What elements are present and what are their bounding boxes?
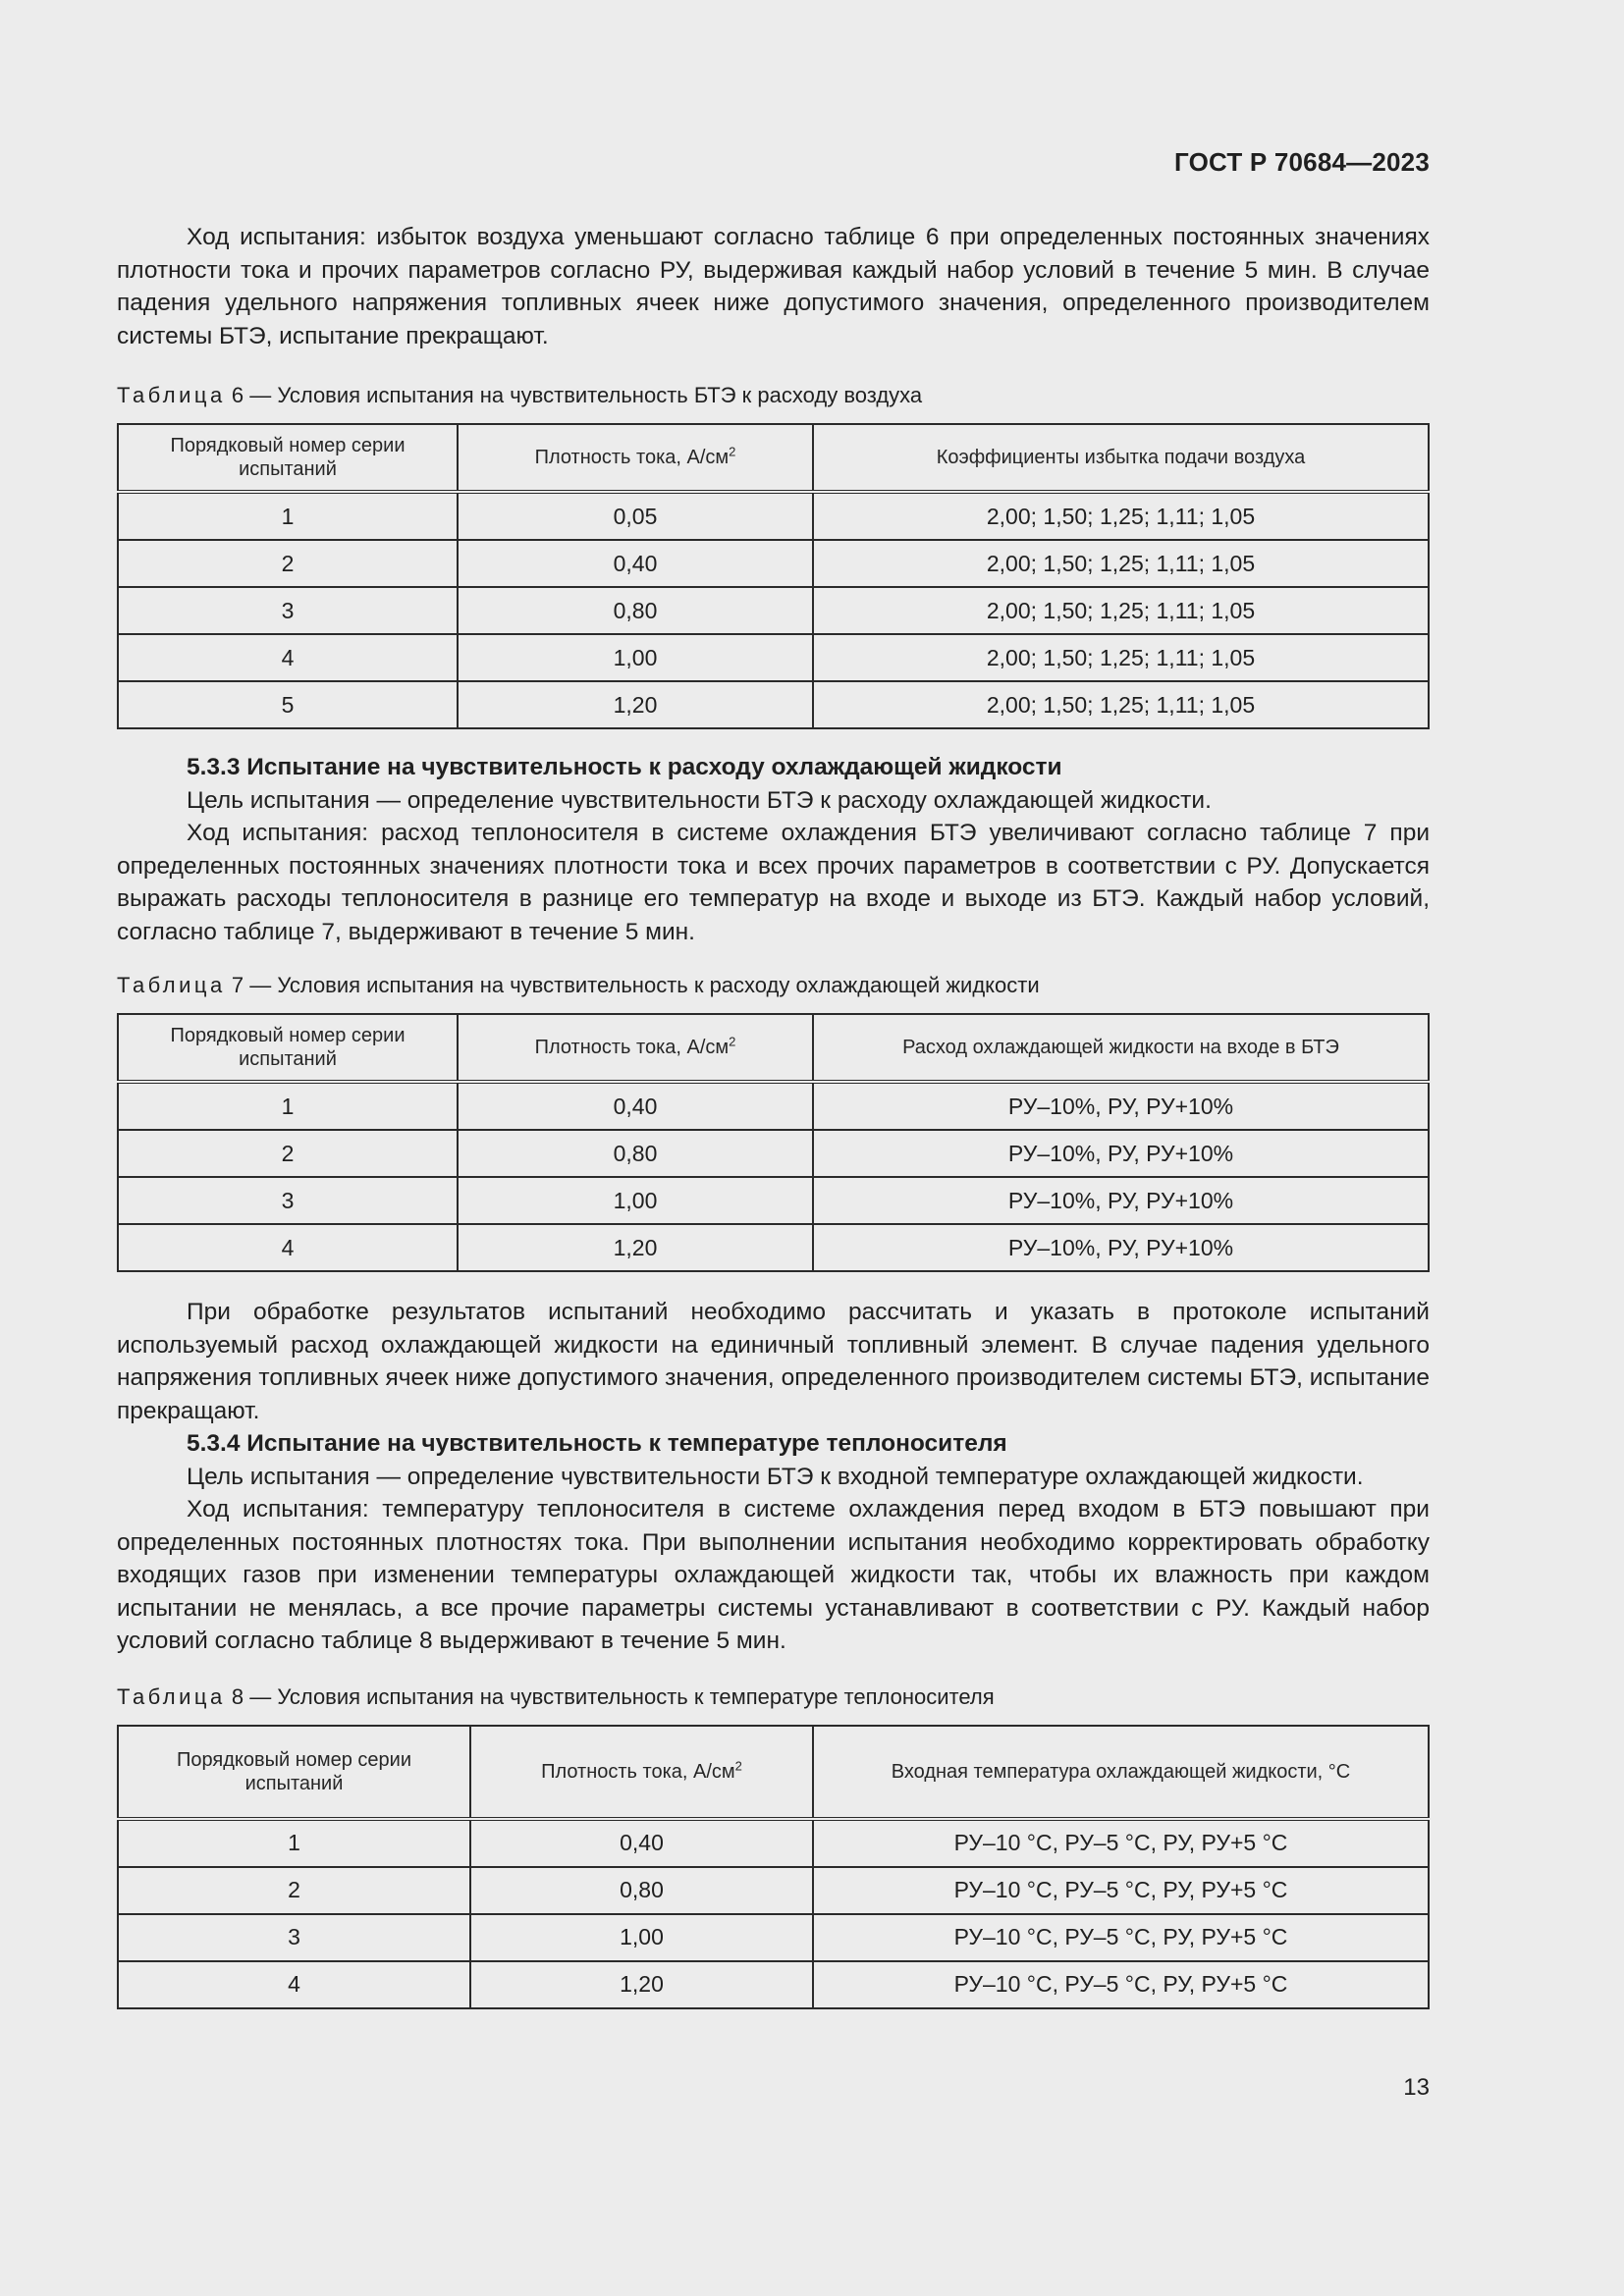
table-row: 1 0,05 2,00; 1,50; 1,25; 1,11; 1,05 xyxy=(118,492,1429,540)
table7-caption xyxy=(117,972,1430,999)
page-number: 13 xyxy=(1403,2074,1430,2101)
table-row: 5 1,20 2,00; 1,50; 1,25; 1,11; 1,05 xyxy=(118,681,1429,728)
table-row: 1 0,40 РУ–10%, РУ, РУ+10% xyxy=(118,1082,1429,1130)
table8-header-coolant-temperature: Входная температура охлаждающей жидкости, °С xyxy=(813,1726,1429,1819)
table6-header-air-excess: Коэффициенты избытка подачи воздуха xyxy=(813,424,1429,492)
table6-title: 6 — Условия испытания на чувствительность БТЭ к расходу воздуха xyxy=(231,383,923,407)
table-row: 3 1,00 РУ–10 °С, РУ–5 °С, РУ, РУ+5 °С xyxy=(118,1914,1429,1961)
table-row: 3 0,80 2,00; 1,50; 1,25; 1,11; 1,05 xyxy=(118,587,1429,634)
table7-title: 7 — Условия испытания на чувствительность к расходу охлаждающей жидкости xyxy=(231,973,1040,997)
document-code: ГОСТ Р 70684—2023 xyxy=(1174,147,1430,177)
paragraph-533-procedure: Ход испытания: расход теплоносителя в системе охлаждения БТЭ увеличивают согласно таблице 7 при определенных постоянных значениях плотности тока и всех прочих параметров в соответствии с РУ. Допускается выражать расходы теплоносителя в разнице его температур на входе и выходе из БТЭ. Каждый набор условий, согласно таблице 7, выдерживают в течение 5 мин. xyxy=(117,820,1430,945)
table8-title: 8 — Условия испытания на чувствительность к температуре теплоносителя xyxy=(231,1683,995,1709)
paragraph-after-table7: При обработке результатов испытаний необходимо рассчитать и указать в протоколе испытаний используемый расход охлаждающей жидкости на единичный топливный элемент. В случае падения удельного напряжения топливных ячеек ниже допустимого значения, определенного производителем системы БТЭ, испытание прекращают. xyxy=(117,1299,1430,1424)
table-7 xyxy=(117,1013,1430,1272)
section-533-heading: 5.3.3 Испытание на чувствительность к расходу охлаждающей жидкости xyxy=(187,754,1062,780)
table8-header-series: Порядковый номер серии испытаний xyxy=(118,1726,470,1819)
table8-label: Таблица xyxy=(117,1683,226,1709)
table6-caption xyxy=(117,382,1430,409)
paragraph-534-procedure: Ход испытания: температуру теплоносителя в системе охлаждения перед входом в БТЭ повышают при определенных постоянных плотностях тока. При выполнении испытания необходимо корректировать обработку входящих газов при изменении температуры охлаждающей жидкости так, чтобы их влажность при каждом испытании не менялась, а все прочие параметры системы устанавливают в соответствии с РУ. Каждый набор условий согласно таблице 8 выдерживают в течение 5 мин. xyxy=(117,1496,1430,1654)
page-content xyxy=(117,221,1430,2009)
paragraph-test-procedure-air: Ход испытания: избыток воздуха уменьшают согласно таблице 6 при определенных постоянных значениях плотности тока и прочих параметров согласно РУ, выдерживая каждый набор условий в течение 5 мин. В случае падения удельного напряжения топливных ячеек ниже допустимого значения, определенного производителем системы БТЭ, испытание прекращают. xyxy=(117,224,1430,349)
table6-header-current-density: Плотность тока, $А/см^2$ xyxy=(458,424,813,492)
table-6 xyxy=(117,423,1430,729)
table-8 xyxy=(117,1725,1430,2009)
table-row: 2 0,80 РУ–10 °С, РУ–5 °С, РУ, РУ+5 °С xyxy=(118,1867,1429,1914)
paragraph-533-goal: Цель испытания — определение чувствительности БТЭ к расходу охлаждающей жидкости. xyxy=(187,786,1212,814)
table-row: 4 1,20 РУ–10 °С, РУ–5 °С, РУ, РУ+5 °С xyxy=(118,1961,1429,2008)
table-row: 2 0,40 2,00; 1,50; 1,25; 1,11; 1,05 xyxy=(118,540,1429,587)
section-534-heading: 5.3.4 Испытание на чувствительность к температуре теплоносителя xyxy=(187,1430,1007,1457)
table8-caption xyxy=(117,1683,1430,1711)
table-row: 1 0,40 РУ–10 °С, РУ–5 °С, РУ, РУ+5 °С xyxy=(118,1819,1429,1867)
table7-header-current-density: Плотность тока, $А/см^2$ xyxy=(458,1014,813,1082)
table7-label: Таблица xyxy=(117,973,226,997)
table-row: 2 0,80 РУ–10%, РУ, РУ+10% xyxy=(118,1130,1429,1177)
paragraph-534-goal: Цель испытания — определение чувствительности БТЭ к входной температуре охлаждающей жидкости. xyxy=(187,1463,1364,1490)
table8-header-current-density: Плотность тока, $А/см^2$ xyxy=(470,1726,813,1819)
table6-header-series: Порядковый номер серии испытаний xyxy=(118,424,458,492)
table-row: 3 1,00 РУ–10%, РУ, РУ+10% xyxy=(118,1177,1429,1224)
table6-label: Таблица xyxy=(117,383,226,407)
table7-header-series: Порядковый номер серии испытаний xyxy=(118,1014,458,1082)
table-row: 4 1,00 2,00; 1,50; 1,25; 1,11; 1,05 xyxy=(118,634,1429,681)
table-row: 4 1,20 РУ–10%, РУ, РУ+10% xyxy=(118,1224,1429,1271)
table7-header-coolant-flow: Расход охлаждающей жидкости на входе в БТЭ xyxy=(813,1014,1429,1082)
